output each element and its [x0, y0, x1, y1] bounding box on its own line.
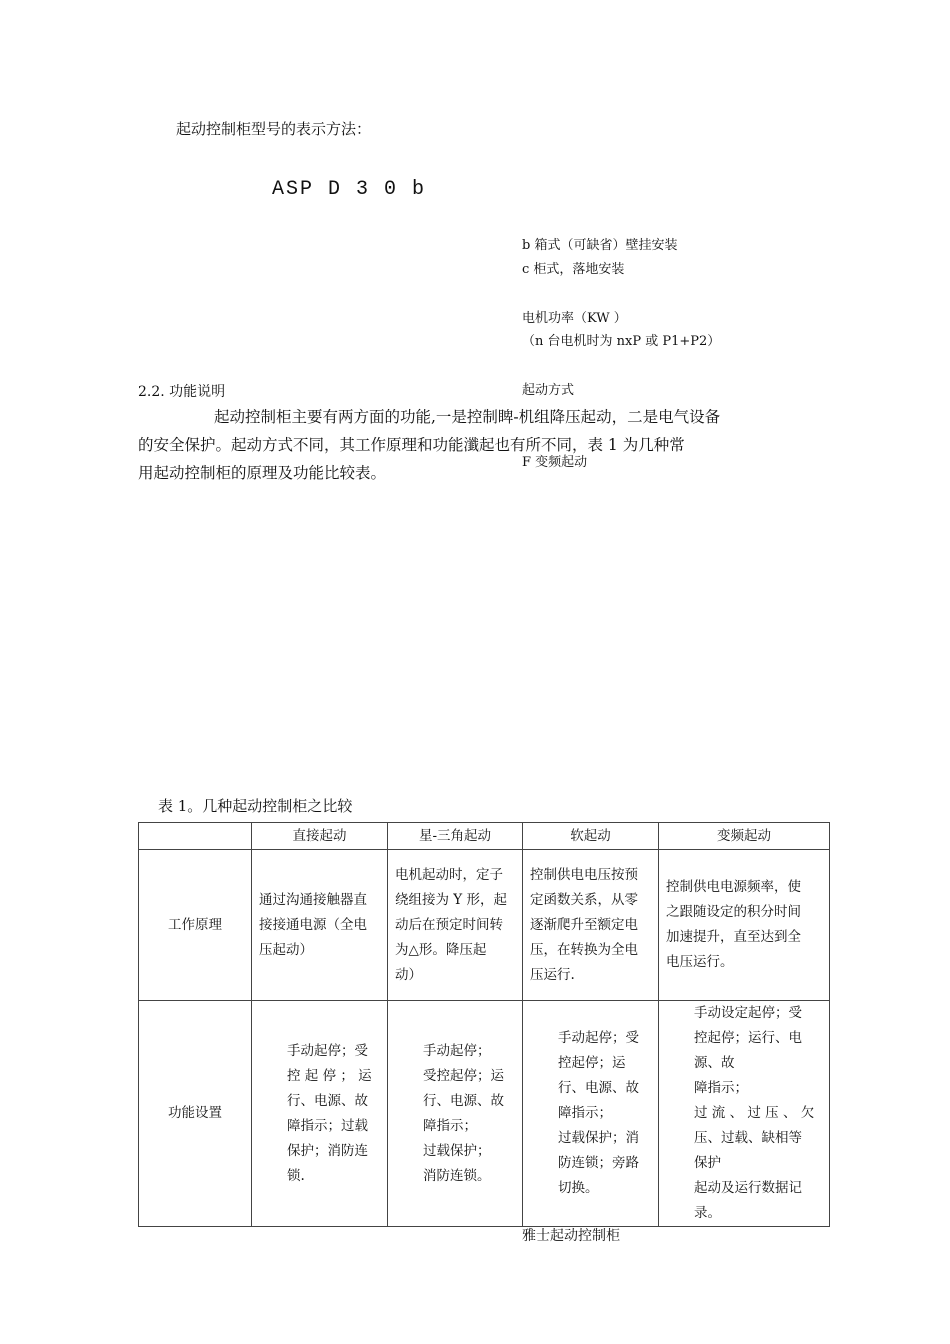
legend-power-note: （n 台电机时为 nxP 或 P1+P2） [522, 334, 721, 349]
table-row-principle [139, 850, 830, 1001]
cell-line: 压起动） [259, 941, 313, 958]
cell-line: 切换。 [558, 1180, 599, 1196]
cell-line: 控制供电电压按预 [530, 866, 638, 883]
cell-line: 过载保护； [423, 1142, 491, 1159]
cell-line: 压运行. [530, 966, 575, 983]
cell-line: 障指示； [423, 1117, 477, 1134]
cell-functions-soft [523, 1001, 659, 1227]
cell-line: 电机起动时，定子 [395, 866, 503, 883]
paragraph-line-1: 起动控制柜主要有两方面的功能,一是控制睥-机组降压起动，二是电气设备 [214, 408, 721, 426]
cell-line: 源、故 [694, 1055, 735, 1071]
header-star-delta-start: 星-三角起动 [388, 823, 523, 850]
legend-vfd-start: F 变频起动 [522, 455, 588, 470]
cell-line: 通过沟通接触器直 [259, 891, 367, 908]
cell-line: 动） [395, 966, 422, 983]
cell-line: 行、电源、故 [423, 1092, 504, 1109]
legend-cabinet-type: c 柜式，落地安装 [522, 262, 625, 277]
cell-line: 接接通电源（全电 [259, 916, 367, 933]
cell-line: 手动起停；受 [287, 1042, 368, 1059]
cell-principle-star-delta [388, 850, 523, 1001]
cell-line: 手动起停；受 [558, 1030, 639, 1046]
legend-motor-power: 电机功率（KW ） [522, 311, 627, 326]
paragraph-line-3: 用起动控制柜的原理及功能比较表。 [138, 464, 387, 482]
header-cell-empty [139, 823, 252, 850]
cell-line: 定函数关系，从零 [530, 891, 638, 908]
cell-line: 过载保护；消 [558, 1130, 639, 1146]
cell-principle-vfd [659, 850, 830, 1001]
cell-line: 手动起停； [423, 1042, 491, 1059]
legend-box-type: b 箱式（可缺省）壁挂安装 [522, 238, 678, 253]
cell-line: 行、电源、故 [287, 1092, 368, 1109]
cell-line: 锁. [287, 1167, 305, 1184]
cell-line: 障指示； [558, 1105, 612, 1121]
cell-line: 保护 [694, 1155, 721, 1171]
row-label-principle: 工作原理 [139, 850, 252, 1001]
cell-functions-direct [252, 1001, 388, 1227]
cell-functions-star-delta [388, 1001, 523, 1227]
cell-line: 压，在转换为全电 [530, 941, 638, 958]
cell-line: 障指示；过载 [287, 1117, 368, 1134]
cell-line: 逐渐爬升至额定电 [530, 916, 638, 933]
section-title: 2.2. 功能说明 [138, 384, 226, 400]
cell-line: 绕组接为 Y 形，起 [395, 891, 507, 908]
legend-start-mode: 起动方式 [522, 383, 575, 398]
header-soft-start: 软起动 [523, 823, 659, 850]
comparison-table [138, 822, 830, 1227]
cell-line: 压、过载、缺相等 [694, 1130, 802, 1146]
cell-line: 控制供电电源频率，使 [666, 879, 801, 895]
cell-line: 障指示； [694, 1080, 748, 1096]
header-vfd-start: 变频起动 [659, 823, 830, 850]
model-code: ASP D 3 0 b [272, 178, 427, 201]
cell-line: 保护；消防连 [287, 1142, 368, 1159]
cell-line: 控起停；运 [558, 1055, 626, 1071]
cell-functions-vfd [659, 1001, 830, 1227]
cell-principle-direct [252, 850, 388, 1001]
paragraph-line-2: 的安全保护。起动方式不同，其工作原理和功能瀸起也有所不同，表 1 为几种常 [138, 436, 685, 454]
cell-line: 之跟随设定的积分时间 [666, 904, 801, 920]
cell-line: 防连锁；旁路 [558, 1155, 639, 1171]
model-heading: 起动控制柜型号的表示方法： [176, 120, 372, 138]
footer-text: 雅士起动控制柜 [522, 1228, 620, 1244]
cell-principle-soft [523, 850, 659, 1001]
cell-line: 动后在预定时间转 [395, 916, 503, 933]
cell-line: 起动及运行数据记 [694, 1180, 802, 1196]
cell-line: 为△形。降压起 [395, 941, 487, 958]
table-row-functions [139, 1001, 830, 1227]
cell-line: 过 流 、 过 压 、 欠 [694, 1105, 815, 1121]
row-label-functions: 功能设置 [139, 1001, 252, 1227]
cell-line: 加速提升，直至达到全 [666, 929, 801, 945]
cell-line: 控 起 停 ； 运 [287, 1067, 372, 1084]
cell-line: 手动设定起停；受 [694, 1005, 802, 1021]
table-caption: 表 1。几种起动控制柜之比较 [158, 797, 353, 815]
cell-line: 录。 [694, 1205, 721, 1221]
cell-line: 电压运行。 [666, 954, 734, 970]
header-direct-start: 直接起动 [252, 823, 388, 850]
cell-line: 消防连锁。 [423, 1167, 491, 1184]
table-header-row [139, 823, 830, 850]
cell-line: 行、电源、故 [558, 1080, 639, 1096]
cell-line: 控起停；运行、电 [694, 1030, 802, 1046]
cell-line: 受控起停；运 [423, 1067, 504, 1084]
